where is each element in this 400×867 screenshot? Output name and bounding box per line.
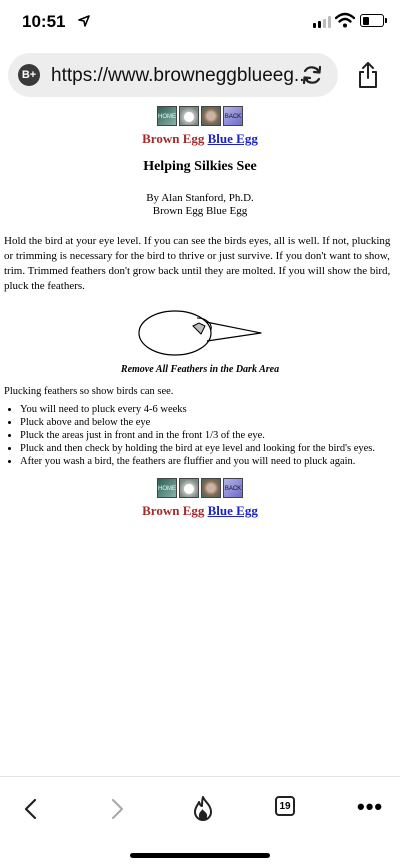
- wifi-icon: [335, 12, 355, 28]
- chick-image: [201, 106, 221, 126]
- egg-image: [179, 106, 199, 126]
- tab-switcher-button[interactable]: 19: [275, 796, 295, 816]
- url-text[interactable]: https://www.browneggblueeg...: [51, 65, 310, 86]
- list-item: • After you wash a bird, the feathers are fluffier and you will need to pluck again.: [20, 455, 400, 468]
- intro-paragraph: Hold the bird at your eye level. If you can see the birds eyes, all is well. If not, plucking or trimming is necessary for the bird to thrive or just survive. If you don't want to show, trim. Trimmed feathers don't grow back until they are molted. If you will show the bird, pluck the feathers.: [4, 235, 391, 292]
- status-time: 10:51: [22, 12, 66, 31]
- fire-button[interactable]: [189, 795, 217, 823]
- brand-brown-egg: Brown Egg: [142, 131, 205, 146]
- web-page: [0, 104, 400, 519]
- list-item: • You will need to pluck every 4-6 weeks: [20, 403, 400, 416]
- figure-caption: Remove All Feathers in the Dark Area: [120, 364, 280, 375]
- back-button[interactable]: [16, 795, 44, 823]
- nav-banner-bottom: [0, 478, 400, 500]
- egg-image: [179, 478, 199, 498]
- chevron-left-icon: [23, 798, 37, 820]
- brand-title: [0, 131, 400, 147]
- back-link-button[interactable]: BACK: [223, 106, 243, 126]
- flame-icon: [192, 796, 214, 822]
- battery-icon: [360, 14, 384, 27]
- home-button[interactable]: HOME: [157, 478, 177, 498]
- chevron-right-icon: [111, 798, 125, 820]
- bird-eye-diagram: [135, 308, 265, 358]
- publisher: Brown Egg Blue Egg: [152, 205, 248, 217]
- home-button[interactable]: HOME: [157, 106, 177, 126]
- brand-title-bottom: [0, 503, 400, 519]
- address-bar-row: [0, 48, 400, 104]
- page-title: Helping Silkies See: [143, 159, 257, 174]
- plucking-lead: Plucking feathers so show birds can see.: [4, 386, 174, 397]
- author: By Alan Stanford, Ph.D.: [146, 192, 254, 204]
- brand-brown-egg: Brown Egg: [142, 503, 205, 518]
- home-indicator: [130, 853, 270, 858]
- location-arrow-icon: [78, 15, 90, 27]
- plucking-tips-list: [0, 403, 400, 468]
- list-item: • Pluck the areas just in front and in the front 1/3 of the eye.: [20, 429, 400, 442]
- more-icon[interactable]: •••: [357, 794, 384, 819]
- brand-blue-egg-link[interactable]: Blue Egg: [207, 131, 258, 146]
- back-link-button[interactable]: BACK: [223, 478, 243, 498]
- share-icon[interactable]: [356, 61, 380, 89]
- nav-banner: [0, 106, 400, 128]
- chick-image: [201, 478, 221, 498]
- forward-button[interactable]: [104, 795, 132, 823]
- status-bar: [0, 0, 400, 48]
- list-item: • Pluck above and below the eye: [20, 416, 400, 429]
- brand-blue-egg-link[interactable]: Blue Egg: [207, 503, 258, 518]
- url-field[interactable]: [8, 53, 338, 97]
- byline: [0, 192, 400, 218]
- reload-icon[interactable]: [300, 63, 324, 87]
- list-item: • Pluck and then check by holding the bird at eye level and looking for the bird's eyes.: [20, 442, 400, 455]
- site-badge-icon[interactable]: B+: [18, 64, 40, 86]
